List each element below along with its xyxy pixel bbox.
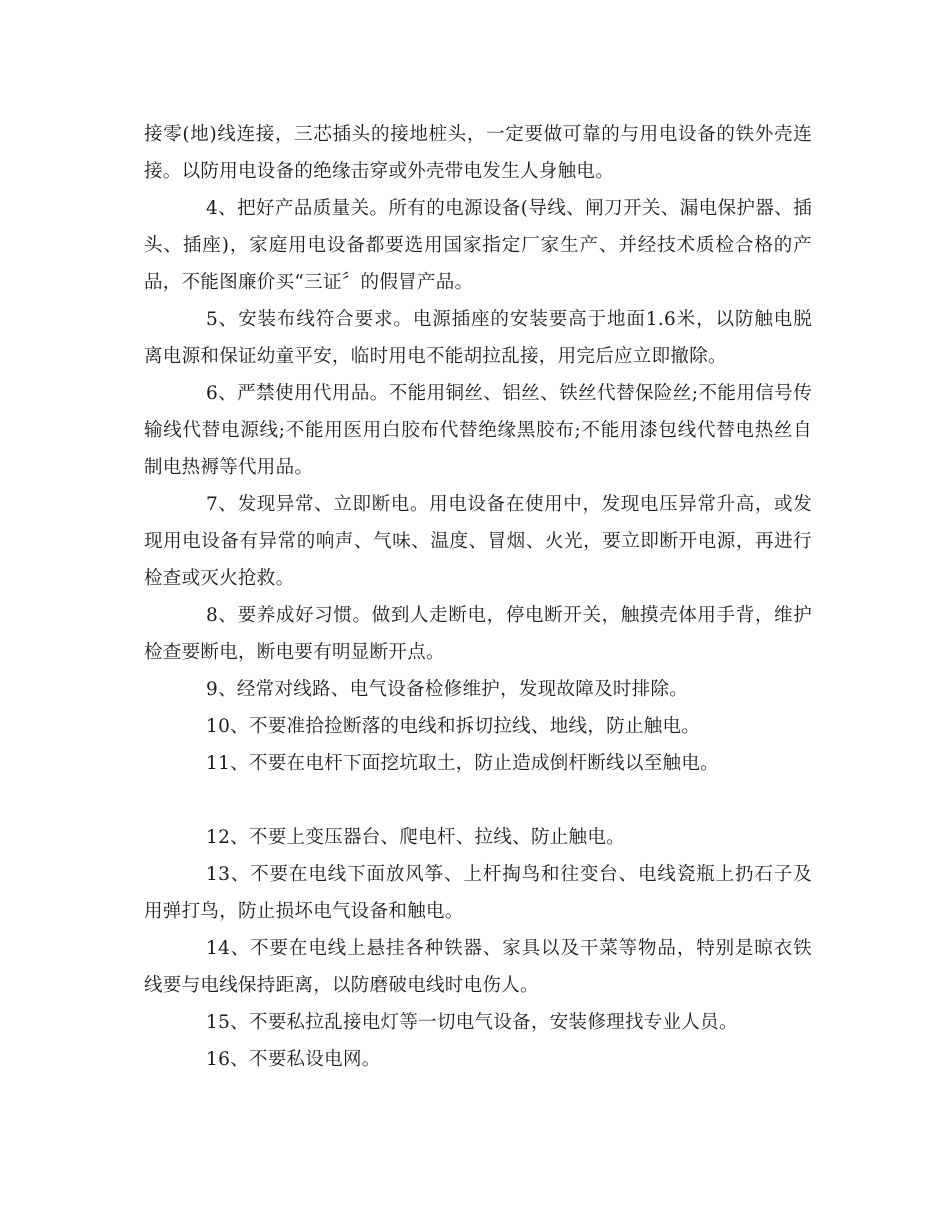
paragraph-item-6: 6、严禁使用代用品。不能用铜丝、铝丝、铁丝代替保险丝;不能用信号传输线代替电源线;不能用医用白胶布代替绝缘黑胶布;不能用漆包线代替电热丝自制电热褥等代用品。 [144, 383, 812, 478]
paragraph-item-11: 11、不要在电杆下面挖坑取土，防止造成倒杆断线以至触电。 [206, 753, 719, 774]
paragraph-item-12: 12、不要上变压器台、爬电杆、拉线、防止触电。 [206, 827, 625, 848]
paragraph-continuation: 接零(地)线连接，三芯插头的接地桩头，一定要做可靠的与用电设备的铁外壳连接。以防用电设备的绝缘击穿或外壳带电发生人身触电。 [144, 124, 812, 182]
paragraph-item-15: 15、不要私拉乱接电灯等一切电气设备，安装修理找专业人员。 [206, 1012, 738, 1033]
paragraph-item-10: 10、不要准拾捡断落的电线和拆切拉线、地线，防止触电。 [206, 716, 701, 737]
paragraph-item-13: 13、不要在电线下面放风筝、上杆掏鸟和往变台、电线瓷瓶上扔石子及用弹打鸟，防止损坏电气设备和触电。 [144, 864, 812, 922]
document-body [144, 116, 812, 1078]
paragraph-item-16: 16、不要私设电网。 [206, 1049, 381, 1070]
paragraph-item-8: 8、要养成好习惯。做到人走断电，停电断开关，触摸壳体用手背，维护检查要断电，断电要有明显断开点。 [144, 605, 812, 663]
paragraph-item-9: 9、经常对线路、电气设备检修维护，发现故障及时排除。 [206, 679, 689, 700]
paragraph-item-7: 7、发现异常、立即断电。用电设备在使用中，发现电压异常升高，或发现用电设备有异常的响声、气味、温度、冒烟、火光，要立即断开电源，再进行检查或灭火抢救。 [144, 494, 812, 589]
paragraph-item-4: 4、把好产品质量关。所有的电源设备(导线、闸刀开关、漏电保护器、插头、插座)，家庭用电设备都要选用国家指定厂家生产、并经技术质检合格的产品，不能图廉价买“三证〞的假冒产品。 [144, 198, 812, 293]
paragraph-item-14: 14、不要在电线上悬挂各种铁器、家具以及干菜等物品，特别是晾衣铁线要与电线保持距离，以防磨破电线时电伤人。 [144, 938, 812, 996]
paragraph-item-5: 5、安装布线符合要求。电源插座的安装要高于地面1.6米，以防触电脱离电源和保证幼童平安，临时用电不能胡拉乱接，用完后应立即撤除。 [144, 309, 812, 367]
